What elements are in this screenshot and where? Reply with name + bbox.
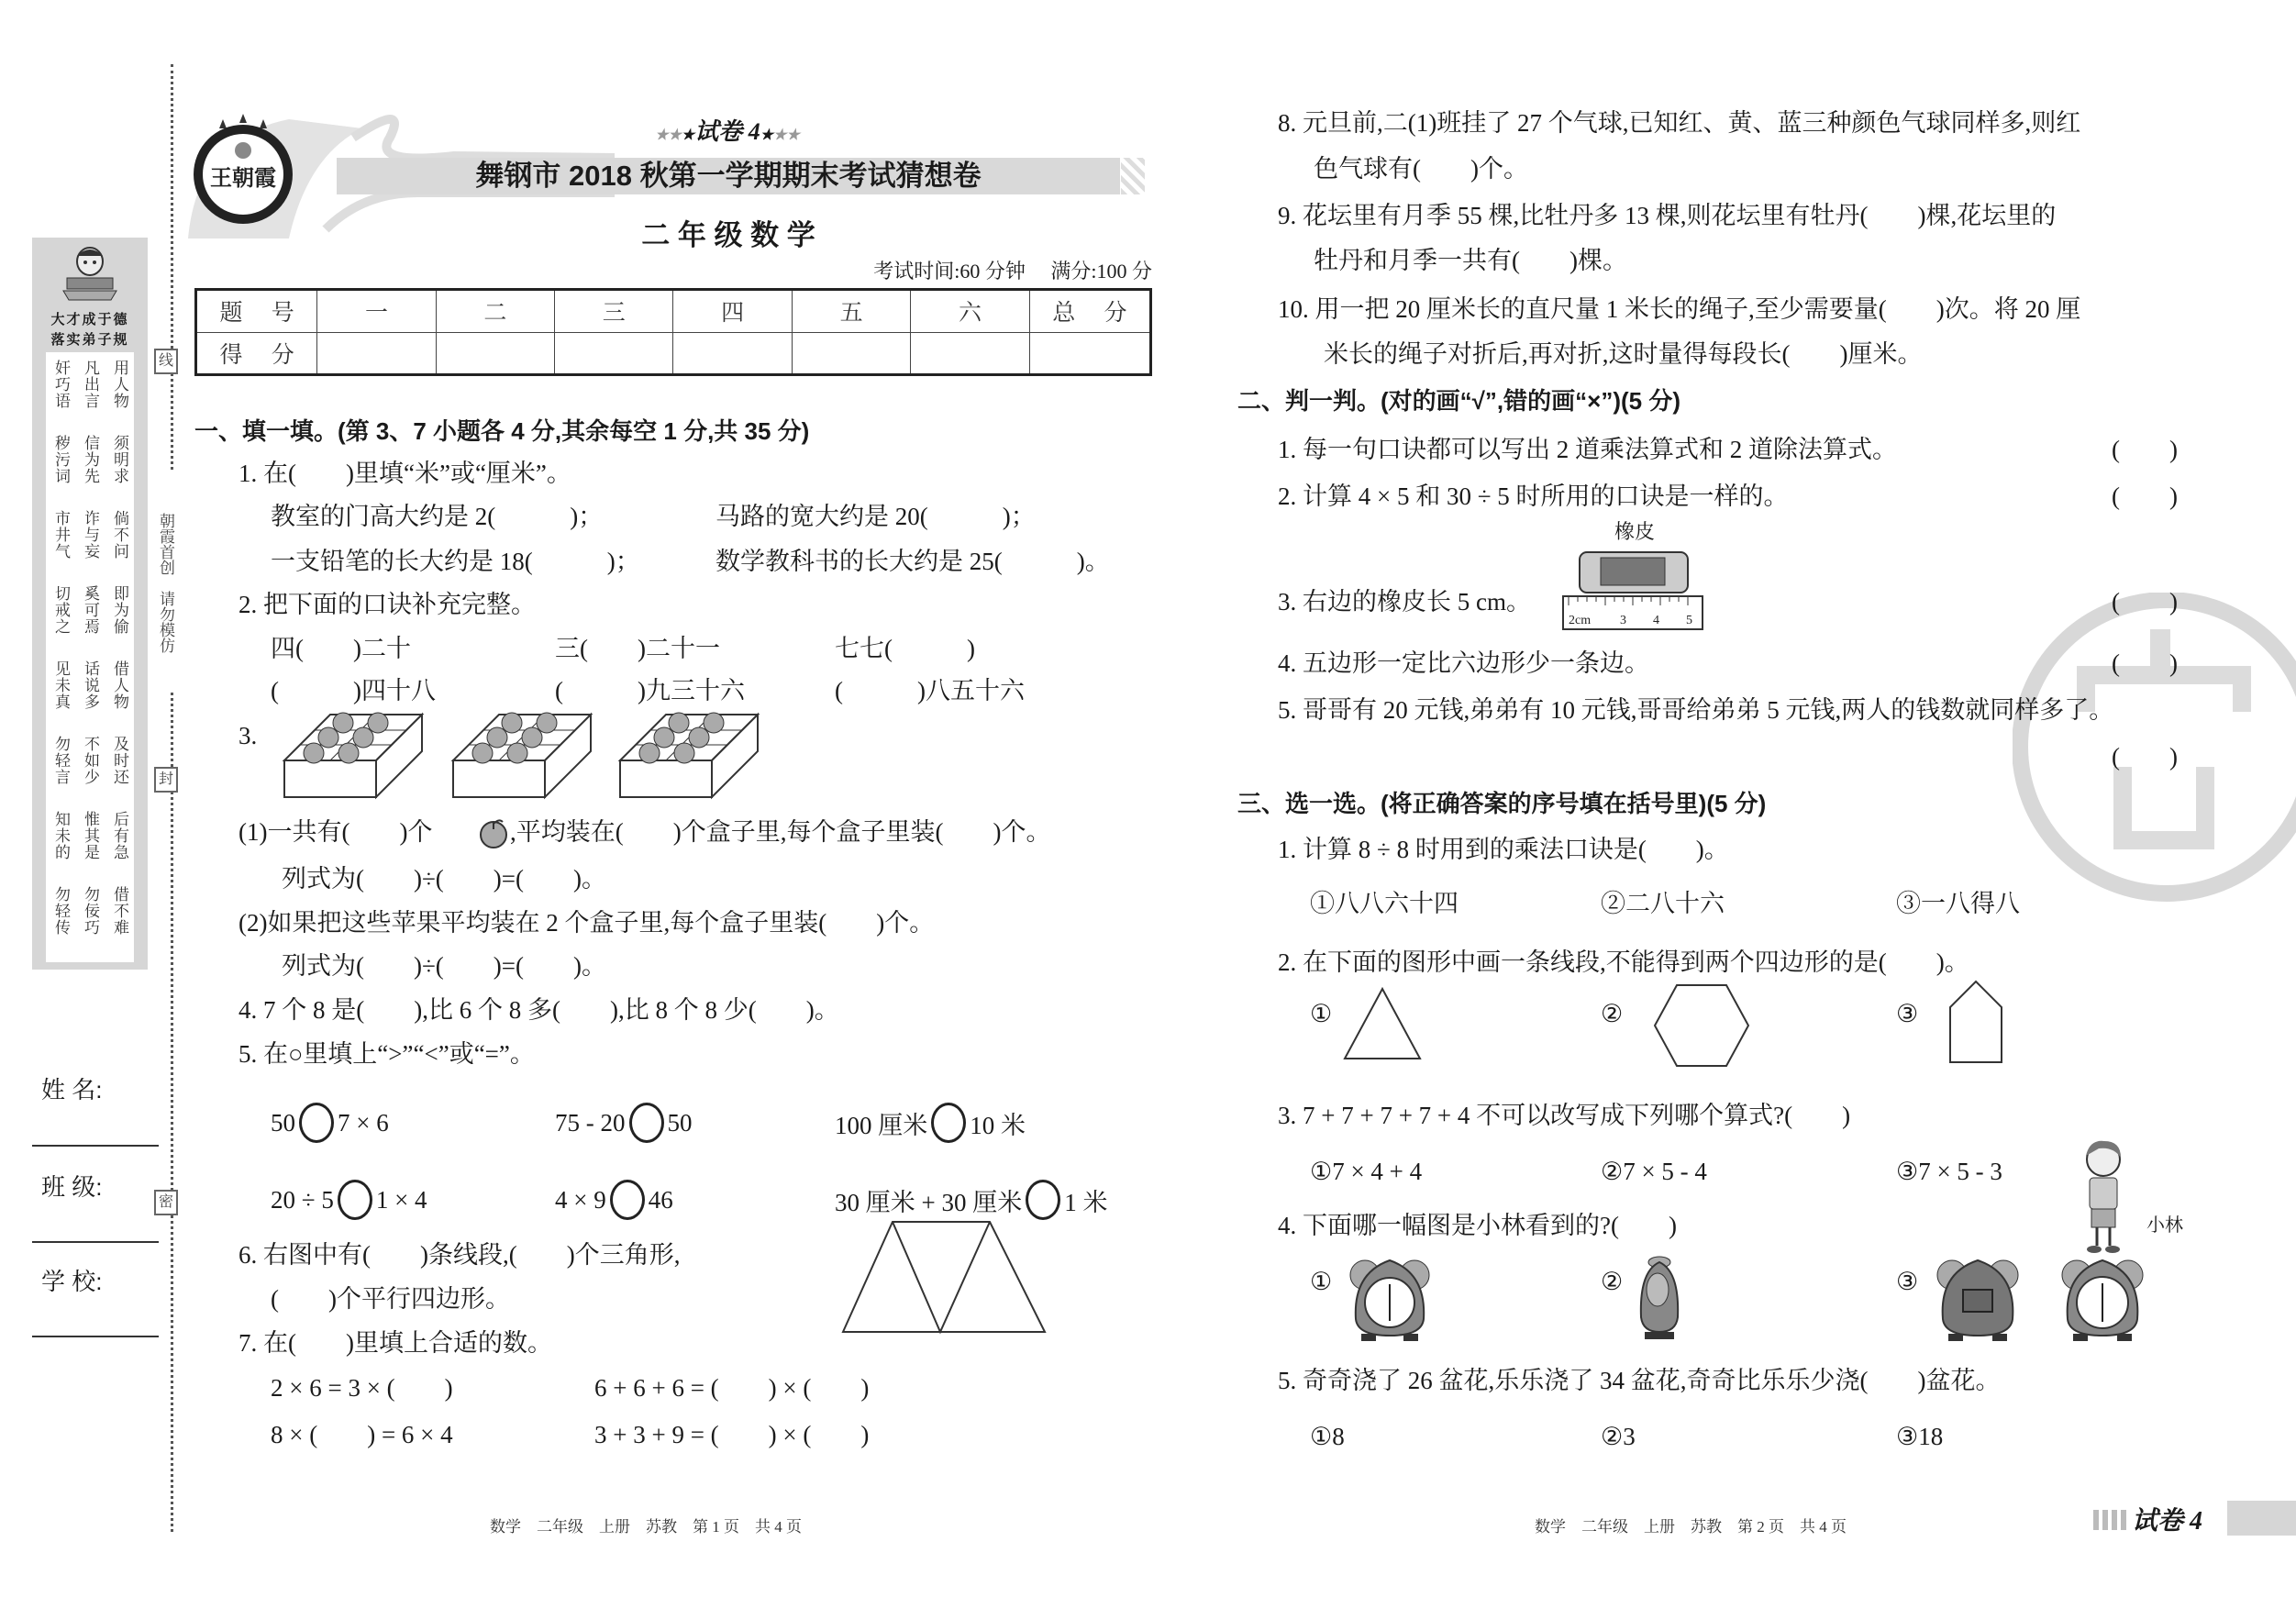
table-cell: 四 — [673, 290, 792, 333]
compare-item: 20 ÷ 5 1 × 4 — [271, 1180, 427, 1220]
star-icons: ★★ — [773, 128, 800, 143]
verse-block: 见未真 话说多 借人物 — [52, 660, 128, 710]
section-1-heading: 一、填一填。(第 3、7 小题各 4 分,其余每空 1 分,共 35 分) — [194, 417, 810, 445]
ruler-tick-label: 5 — [1686, 614, 1692, 627]
answer-paren[interactable]: ( ) — [2112, 482, 2178, 510]
table-cell: 六 — [911, 290, 1029, 333]
sidebar-motto-1: 大才成于德 — [50, 313, 129, 327]
q2-item: ( )九三十六 — [555, 677, 745, 704]
q2-item: 四( )二十 — [271, 635, 411, 662]
compare-circle-blank[interactable] — [299, 1103, 334, 1143]
question-1: 1. 在( )里填“米”或“厘米”。 — [238, 460, 571, 487]
q2-item: 七七( ) — [835, 635, 975, 662]
choice-option: ①八八六十四 — [1310, 890, 1459, 917]
q2-item: ( )四十八 — [271, 677, 436, 704]
judge-item: 3. 右边的橡皮长 5 cm。 — [1278, 588, 1531, 616]
choice-option: ②二八十六 — [1601, 890, 1725, 917]
school-label: 学 校: — [41, 1268, 103, 1295]
verse-block: 勿轻言 不如少 及时还 — [52, 736, 128, 785]
compare-circle-blank[interactable] — [629, 1103, 664, 1143]
verse-block: 切戒之 奚可焉 即为偷 — [52, 585, 128, 635]
star-icons: ★★ — [655, 128, 682, 143]
page-footer-left: 数学 二年级 上册 苏教 第 1 页 共 4 页 — [490, 1518, 802, 1536]
binding-mark-feng: 封 — [154, 767, 178, 793]
ruler-tick-label: 4 — [1653, 614, 1659, 627]
q7-item: 6 + 6 + 6 = ( ) × ( ) — [594, 1374, 870, 1402]
question-1b: 马路的宽大约是 20( )； — [715, 503, 1036, 530]
sidebar-panel — [32, 238, 148, 970]
clock-front-view — [2058, 1255, 2146, 1343]
q7-item: 3 + 3 + 9 = ( ) × ( ) — [594, 1421, 870, 1448]
answer-paren[interactable]: ( ) — [2112, 436, 2178, 463]
answer-paren[interactable]: ( ) — [2112, 649, 2178, 677]
verse-block: 勿轻传 勿佞巧 借不难 — [52, 886, 128, 936]
question-3-1a: (1)一共有( )个 — [238, 818, 433, 846]
apple-boxes-figure — [275, 711, 771, 803]
boy-label: 小林 — [2146, 1215, 2183, 1236]
choice-option: ① — [1310, 1000, 1333, 1027]
question-8b: 色气球有( )个。 — [1314, 155, 1528, 183]
question-6a: 6. 右图中有( )条线段,( )个三角形, — [238, 1241, 681, 1269]
subject-title: 二 年 级 数 学 — [641, 219, 815, 251]
q7-item: 2 × 6 = 3 × ( ) — [271, 1374, 453, 1402]
score-table-score-row — [196, 332, 1151, 375]
title-band-pattern — [1121, 158, 1145, 194]
score-table-header-row — [196, 290, 1151, 333]
choice-option: ①8 — [1310, 1423, 1345, 1450]
compare-item: 75 - 20 50 — [555, 1103, 693, 1143]
ruler-tick-label: 2cm — [1569, 614, 1592, 627]
question-10a: 10. 用一把 20 厘米长的直尺量 1 米长的绳子,至少需要量( )次。将 20 厘 — [1278, 295, 2081, 323]
pentagon-house-shape — [1947, 978, 2005, 1066]
score-input-cell[interactable] — [317, 332, 436, 375]
clock-side-view — [1637, 1253, 1683, 1343]
question-3: 3. — [238, 722, 258, 749]
question-3-2-formula: 列式为( )÷( )=( )。 — [282, 952, 606, 980]
sidebar-verses — [46, 352, 134, 962]
choice-question-5: 5. 奇奇浇了 26 盆花,乐乐浇了 34 盆花,奇奇比乐乐少浇( )盆花。 — [1278, 1367, 2001, 1394]
score-input-cell[interactable] — [555, 332, 673, 375]
compare-item: 30 厘米 + 30 厘米 1 米 — [835, 1180, 1107, 1220]
choice-question-1: 1. 计算 8 ÷ 8 时用到的乘法口诀是( )。 — [1278, 836, 1729, 863]
choice-option: ② — [1601, 1268, 1624, 1295]
choice-option: ③一八得八 — [1896, 890, 2020, 917]
question-10b: 米长的绳子对折后,再对折,这时量得每段长( )厘米。 — [1324, 340, 1923, 368]
binding-mark-xian: 线 — [154, 349, 178, 374]
exam-title: 舞钢市 2018 秋第一学期期末考试猜想卷 — [475, 160, 982, 192]
question-1a: 教室的门高大约是 2( )； — [271, 503, 604, 530]
choice-question-2: 2. 在下面的图形中画一条线段,不能得到两个四边形的是( )。 — [1278, 948, 1969, 976]
scholar-cartoon-icon — [60, 243, 120, 302]
score-input-cell[interactable] — [673, 332, 792, 375]
logo-text: 王朝霞 — [210, 164, 276, 191]
apple-icon — [477, 816, 510, 849]
question-3-1-formula: 列式为( )÷( )=( )。 — [282, 865, 606, 893]
compare-item: 50 7 × 6 — [271, 1103, 389, 1143]
compare-circle-blank[interactable] — [931, 1103, 966, 1143]
choice-question-4: 4. 下面哪一幅图是小林看到的?( ) — [1278, 1212, 1677, 1239]
name-field[interactable] — [32, 1145, 159, 1147]
eraser-label: 橡皮 — [1614, 520, 1656, 543]
compare-item: 100 厘米 10 米 — [835, 1103, 1026, 1143]
table-cell: 五 — [792, 290, 910, 333]
question-7: 7. 在( )里填上合适的数。 — [238, 1329, 552, 1357]
question-8a: 8. 元旦前,二(1)班挂了 27 个气球,已知红、黄、蓝三种颜色气球同样多,则红 — [1278, 109, 2081, 137]
choice-question-3: 3. 7 + 7 + 7 + 7 + 4 不可以改写成下列哪个算式?( ) — [1278, 1102, 1851, 1129]
eraser-on-ruler-figure — [1559, 549, 1706, 633]
table-cell: 二 — [436, 290, 554, 333]
judge-item: 5. 哥哥有 20 元钱,弟弟有 10 元钱,哥哥给弟弟 5 元钱,两人的钱数就同样多了。 — [1278, 696, 2114, 724]
choice-option: ③18 — [1896, 1423, 1944, 1450]
score-input-cell[interactable] — [792, 332, 910, 375]
question-9b: 牡丹和月季一共有( )棵。 — [1314, 247, 1627, 274]
choice-option: ③ — [1896, 1000, 1919, 1027]
verse-block: 市井气 诈与妄 倘不问 — [52, 510, 128, 560]
corner-pattern — [2093, 1510, 2126, 1530]
choice-option: ①7 × 4 + 4 — [1310, 1158, 1423, 1185]
answer-paren[interactable]: ( ) — [2112, 588, 2178, 616]
score-input-cell[interactable] — [911, 332, 1029, 375]
compare-circle-blank[interactable] — [1026, 1180, 1060, 1220]
corner-band — [2227, 1501, 2296, 1536]
paper-number-label: ★★★试卷 4★★★ — [655, 118, 800, 145]
clock-front-view — [1348, 1255, 1431, 1343]
question-1c: 一支铅笔的长大约是 18( )； — [271, 548, 640, 575]
q2-item: ( )八五十六 — [835, 677, 1025, 704]
verse-block: 秽污词 信为先 须明求 — [52, 435, 128, 484]
choice-option: ②3 — [1601, 1423, 1636, 1450]
hexagon-shape — [1651, 981, 1752, 1070]
wangzhaoxia-logo — [188, 112, 298, 231]
score-table — [194, 288, 1152, 376]
corner-paper-label: 试卷 4 — [2132, 1507, 2203, 1536]
page-footer-right: 数学 二年级 上册 苏教 第 2 页 共 4 页 — [1535, 1518, 1847, 1536]
verse-block: 奸巧语 凡出言 用人物 — [52, 360, 128, 409]
school-field[interactable] — [32, 1336, 159, 1337]
q2-item: 三( )二十一 — [555, 635, 720, 662]
name-label: 姓 名: — [41, 1076, 103, 1103]
table-cell: 三 — [555, 290, 673, 333]
table-cell: 一 — [317, 290, 436, 333]
choice-option: ②7 × 5 - 4 — [1601, 1158, 1707, 1185]
table-cell: 总 分 — [1029, 290, 1150, 333]
question-1d: 数学教科书的长大约是 25( )。 — [715, 548, 1110, 575]
choice-option: ② — [1601, 1000, 1624, 1027]
exam-info: 考试时间:60 分钟 满分:100 分 — [873, 260, 1152, 283]
verse-block: 知未的 惟其是 后有急 — [52, 811, 128, 860]
question-3-1b: ,平均装在( )个盒子里,每个盒子里装( )个。 — [510, 818, 1051, 846]
choice-option: ③7 × 5 - 3 — [1896, 1158, 2002, 1185]
choice-option: ① — [1310, 1268, 1333, 1295]
section-3-heading: 三、选一选。(将正确答案的序号填在括号里)(5 分) — [1237, 790, 1767, 817]
binding-notice: 朝霞首创 请勿模仿 — [151, 472, 175, 693]
compare-circle-blank[interactable] — [610, 1180, 645, 1220]
table-cell: 题 号 — [196, 290, 317, 333]
judge-item: 2. 计算 4 × 5 和 30 ÷ 5 时所用的口诀是一样的。 — [1278, 482, 1789, 510]
score-input-cell[interactable] — [1029, 332, 1150, 375]
class-label: 班 级: — [41, 1173, 103, 1201]
ruler-tick-label: 3 — [1620, 614, 1626, 627]
star-icon: ★ — [681, 128, 695, 143]
boy-xiaolin-figure — [2071, 1137, 2135, 1257]
sidebar-motto-2: 落实弟子规 — [50, 333, 129, 348]
star-icon: ★ — [760, 128, 774, 143]
compare-item: 4 × 9 46 — [555, 1180, 673, 1220]
choice-option: ③ — [1896, 1268, 1919, 1295]
binding-mark-mi: 密 — [154, 1190, 178, 1215]
q7-item: 8 × ( ) = 6 × 4 — [271, 1421, 453, 1448]
judge-item: 1. 每一句口诀都可以写出 2 道乘法算式和 2 道除法算式。 — [1278, 436, 1897, 463]
judge-item: 4. 五边形一定比六边形少一条边。 — [1278, 649, 1649, 677]
clock-back-view — [1934, 1255, 2022, 1343]
triangle-shape — [1341, 985, 1424, 1062]
binding-dotted-line — [171, 64, 173, 1532]
answer-paren[interactable]: ( ) — [2112, 743, 2178, 771]
question-6b: ( )个平行四边形。 — [271, 1285, 510, 1313]
compare-circle-blank[interactable] — [338, 1180, 372, 1220]
question-9a: 9. 花坛里有月季 55 棵,比牡丹多 13 棵,则花坛里有牡丹( )棵,花坛里的 — [1278, 202, 2057, 229]
question-3-2: (2)如果把这些苹果平均装在 2 个盒子里,每个盒子里装( )个。 — [238, 909, 935, 937]
table-cell: 得 分 — [196, 332, 317, 375]
question-5: 5. 在○里填上“>”“<”或“=”。 — [238, 1040, 535, 1068]
score-input-cell[interactable] — [436, 332, 554, 375]
question-2: 2. 把下面的口诀补充完整。 — [238, 591, 536, 618]
question-4: 4. 7 个 8 是( ),比 6 个 8 多( ),比 8 个 8 少( )。 — [238, 996, 839, 1024]
trapezoid-triangles-figure — [839, 1218, 1050, 1337]
class-field[interactable] — [32, 1241, 159, 1243]
section-2-heading: 二、判一判。(对的画“√”,错的画“×”)(5 分) — [1237, 387, 1680, 415]
